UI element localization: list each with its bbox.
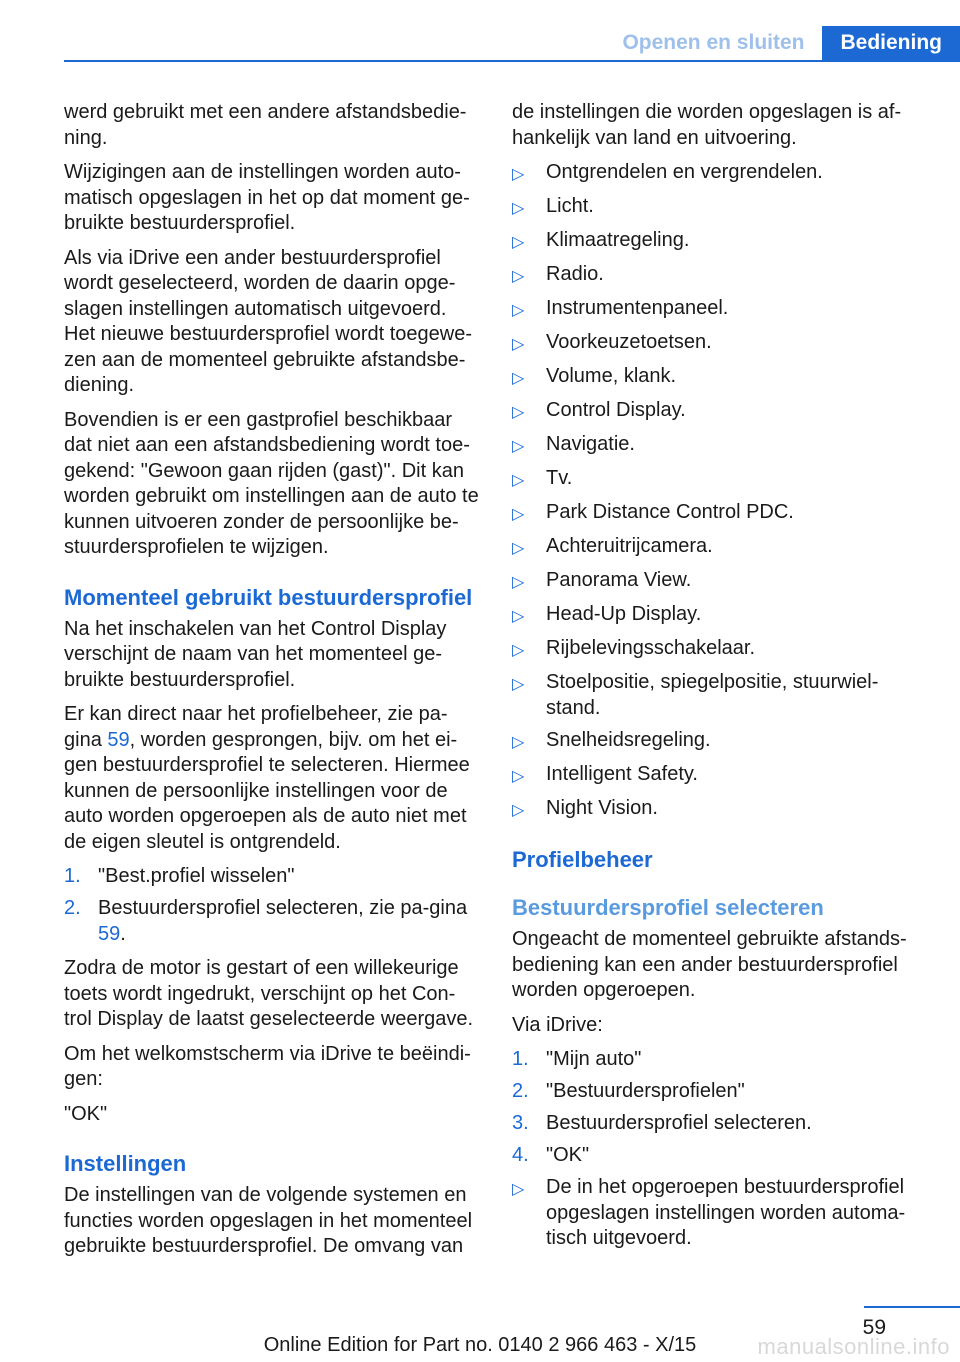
step-number: 1. — [64, 865, 81, 887]
text-span: , worden gesprongen, bijv. om het ei‐gen bestuurdersprofiel te selecteren. Hiermee kunnen de persoonlijke instellingen voor de auto worden opgeroepen als de auto niet met de eigen sleutel is ontgrendeld. — [64, 728, 470, 853]
triangle-bullet-icon: ▷ — [512, 268, 525, 285]
paragraph: Na het inschakelen van het Control Display verschijnt de naam van het momenteel ge‐bruikte bestuurdersprofiel. — [64, 617, 447, 691]
triangle-bullet-icon: ▷ — [512, 166, 525, 183]
paragraph: werd gebruikt met een andere afstandsbedie‐ning. — [64, 101, 467, 149]
list-item — [512, 262, 922, 290]
step-text: Bestuurdersprofiel selecteren. — [546, 1112, 812, 1134]
footer-rule — [864, 1306, 960, 1308]
triangle-bullet-icon: ▷ — [512, 608, 525, 625]
bullet-text: Klimaatregeling. — [546, 229, 690, 251]
list-item — [512, 1175, 922, 1252]
page-header — [64, 26, 960, 62]
triangle-bullet-icon: ▷ — [512, 676, 525, 693]
bullet-text: Volume, klank. — [546, 365, 677, 387]
paragraph: Zodra de motor is gestart of een willekeurige toets wordt ingedrukt, verschijnt op het Con‐trol Display de laatst geselecteerde weergave. — [64, 957, 474, 1030]
bullet-text: Snelheidsregeling. — [546, 728, 711, 751]
list-item — [512, 1111, 922, 1137]
bullet-text: Rijbelevingsschakelaar. — [546, 637, 756, 659]
list-item — [512, 796, 922, 824]
paragraph — [64, 702, 482, 855]
paragraph: Wijzigingen aan de instellingen worden auto‐matisch opgeslagen in het op dat moment ge‐bruikte bestuurdersprofiel. — [64, 161, 470, 234]
list-item — [512, 228, 922, 256]
list-item — [512, 160, 922, 188]
triangle-bullet-icon: ▷ — [512, 234, 525, 251]
section-title[interactable]: Openen en sluiten — [604, 26, 822, 60]
triangle-bullet-icon: ▷ — [512, 1181, 525, 1198]
triangle-bullet-icon: ▷ — [512, 540, 525, 557]
step-number: 2. — [64, 897, 81, 919]
triangle-bullet-icon: ▷ — [512, 733, 525, 751]
heading-profile-management: Profielbeheer — [512, 847, 653, 872]
page-link[interactable]: 59 — [98, 922, 121, 945]
list-item — [512, 636, 922, 664]
heading-current-profile: Momenteel gebruikt bestuurdersprofiel — [64, 584, 473, 610]
bullet-text: Instrumentenpaneel. — [546, 297, 729, 319]
triangle-bullet-icon: ▷ — [512, 472, 525, 489]
list-item — [512, 296, 922, 324]
bullet-text: Tv. — [546, 467, 573, 489]
list-item — [512, 602, 922, 630]
edition-footer: Online Edition for Part no. 0140 2 966 463 - X/15 — [263, 1334, 697, 1356]
list-item — [512, 670, 922, 721]
watermark: manualsonline.info — [757, 1334, 950, 1359]
numbered-list — [64, 864, 482, 947]
list-item — [512, 500, 922, 528]
list-item — [512, 1079, 922, 1105]
step-number: 4. — [512, 1144, 529, 1166]
text-span: . — [120, 922, 126, 945]
triangle-bullet-icon: ▷ — [512, 336, 525, 353]
step-text: "Best.profiel wisselen" — [98, 865, 295, 887]
paragraph: Ongeacht de momenteel gebruikte afstands‐bediening kan een ander bestuurdersprofiel worden opgeroepen. — [512, 928, 907, 1001]
step-text: "OK" — [546, 1144, 590, 1166]
triangle-bullet-icon: ▷ — [512, 642, 525, 659]
triangle-bullet-icon: ▷ — [512, 767, 525, 785]
bullet-text: Voorkeuzetoetsen. — [546, 331, 712, 353]
paragraph: Als via iDrive een ander bestuurdersprofiel wordt geselecteerd, worden de daarin opge‐slagen instellingen automatisch uitgevoerd. Het nieuwe bestuurdersprofiel wordt toegewe‐zen aan de momenteel gebruikte afstandsbe‐diening. — [64, 246, 472, 396]
bullet-text: Control Display. — [546, 399, 686, 421]
triangle-bullet-icon: ▷ — [512, 404, 525, 421]
triangle-bullet-icon: ▷ — [512, 438, 525, 455]
bullet-text: Head-Up Display. — [546, 603, 702, 625]
list-item — [512, 1143, 922, 1169]
list-item — [512, 364, 922, 392]
numbered-list — [512, 1047, 922, 1252]
list-item — [512, 432, 922, 460]
step-number: 2. — [512, 1080, 529, 1102]
bullet-text: Navigatie. — [546, 433, 635, 455]
heading-settings: Instellingen — [64, 1151, 187, 1176]
step-text: "Bestuurdersprofielen" — [546, 1080, 745, 1102]
triangle-bullet-icon: ▷ — [512, 506, 525, 523]
bullet-text: Ontgrendelen en vergrendelen. — [546, 161, 823, 183]
bullet-text: Radio. — [546, 263, 604, 285]
step-text — [98, 896, 482, 947]
page-number: 59 — [862, 1316, 886, 1339]
list-item — [512, 466, 922, 494]
triangle-bullet-icon: ▷ — [512, 574, 525, 591]
bullet-list — [512, 160, 922, 823]
bullet-text: De in het opgeroepen bestuurdersprofiel opgeslagen instellingen worden automa‐tisch uitgevoerd. — [546, 1176, 906, 1249]
paragraph: De instellingen van de volgende systemen en functies worden opgeslagen in het momenteel gebruikte bestuurdersprofiel. De omvang van — [64, 1184, 473, 1257]
list-item — [512, 398, 922, 426]
triangle-bullet-icon: ▷ — [512, 370, 525, 387]
chapter-tab[interactable]: Bediening — [822, 26, 960, 60]
text-span: Er kan direct naar het profielbeheer, zie pa‐gina — [64, 703, 448, 751]
page-link[interactable]: 59 — [107, 728, 130, 751]
list-item — [512, 1047, 922, 1073]
list-item — [512, 762, 922, 790]
triangle-bullet-icon: ▷ — [512, 200, 525, 217]
bullet-text: Night Vision. — [546, 796, 658, 819]
bullet-text: Intelligent Safety. — [546, 762, 698, 785]
step-number: 1. — [512, 1048, 529, 1070]
left-column — [64, 100, 482, 1269]
paragraph: de instellingen die worden opgeslagen is af‐hankelijk van land en uitvoering. — [512, 101, 902, 149]
list-item — [512, 568, 922, 596]
triangle-bullet-icon: ▷ — [512, 801, 525, 819]
list-item — [512, 194, 922, 222]
list-item — [512, 728, 922, 756]
bullet-text: Achteruitrijcamera. — [546, 535, 713, 557]
list-item — [512, 330, 922, 358]
bullet-text: Panorama View. — [546, 569, 692, 591]
bullet-text: Stoelpositie, spiegelpositie, stuurwiel‐stand. — [546, 671, 879, 719]
paragraph: "OK" — [64, 1102, 108, 1125]
list-item — [64, 896, 482, 947]
paragraph: Bovendien is er een gastprofiel beschikbaar dat niet aan een afstandsbediening wordt toe‐gekend: "Gewoon gaan rijden (gast)". Dit kan worden gebruikt om instellingen aan de auto te kunnen uitvoeren zonder de persoonlijke be‐stuurdersprofielen te wijzigen. — [64, 408, 479, 558]
bullet-text: Licht. — [546, 195, 594, 217]
list-item — [64, 864, 482, 890]
list-item — [512, 534, 922, 562]
bullet-text: Park Distance Control PDC. — [546, 501, 794, 523]
text-span: Bestuurdersprofiel selecteren, zie pa‐gina — [98, 897, 468, 919]
step-text: "Mijn auto" — [546, 1048, 642, 1070]
paragraph: Om het welkomstscherm via iDrive te beëindi‐gen: — [64, 1042, 471, 1090]
triangle-bullet-icon: ▷ — [512, 302, 525, 319]
heading-select-profile: Bestuurdersprofiel selecteren — [512, 895, 824, 920]
step-number: 3. — [512, 1112, 529, 1134]
paragraph: Via iDrive: — [512, 1013, 603, 1036]
right-column — [512, 100, 922, 1261]
